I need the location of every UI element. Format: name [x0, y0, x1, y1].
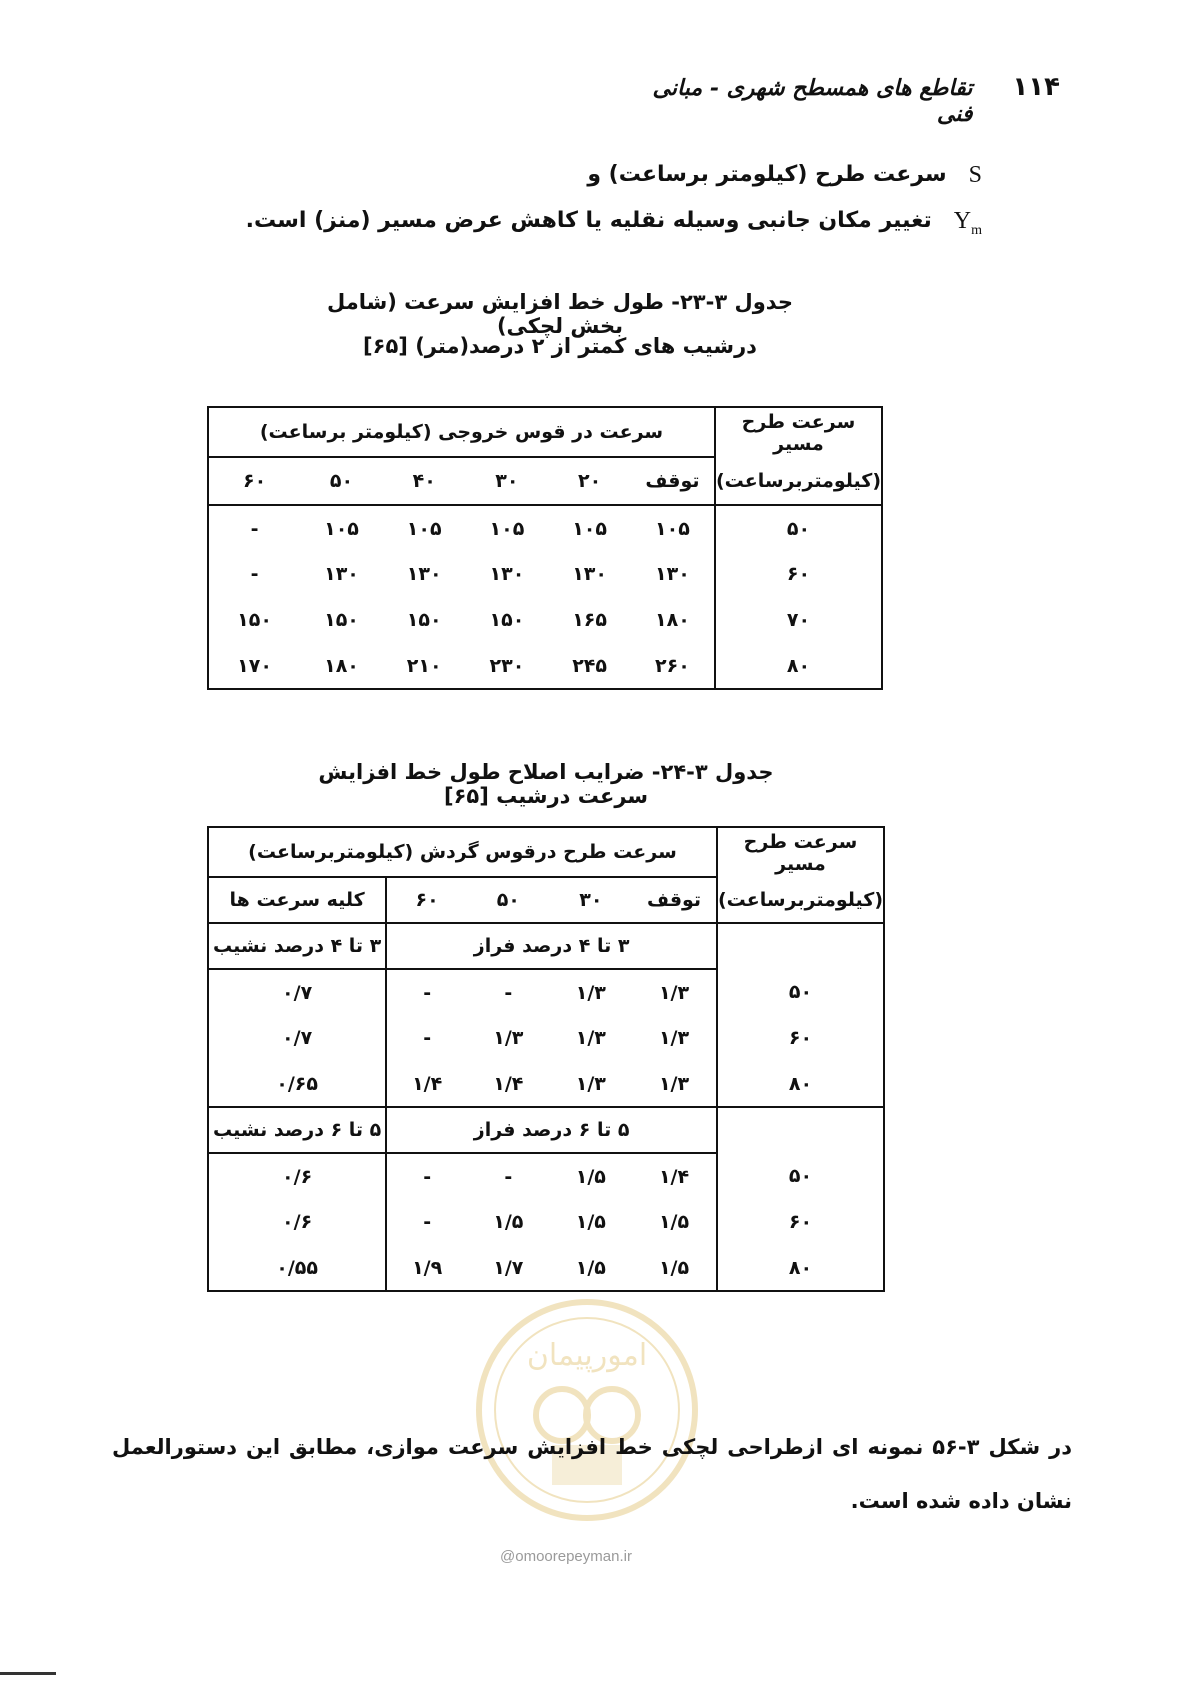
- table-row: ۵۰ ۱۰۵ ۱۰۵ ۱۰۵ ۱۰۵ ۱۰۵ -: [208, 505, 882, 551]
- symbol-s: S: [968, 162, 982, 188]
- running-title: تقاطع های همسطح شهری - مبانی فنی: [652, 75, 973, 127]
- table2-col-header: ۵۰: [467, 877, 550, 923]
- watermark-url: @omoorepeyman.ir: [500, 1548, 632, 1565]
- table1-col-header: ۴۰: [383, 457, 466, 505]
- table-row: ۵۰ ۱/۴ ۱/۵ - - ۰/۶: [208, 1153, 884, 1199]
- table1-group-header: سرعت در قوس خروجی (کیلومتر برساعت): [208, 407, 715, 457]
- table1: [207, 406, 883, 690]
- table2-col-header: توقف: [632, 877, 717, 923]
- page-number: ۱۱۴: [1012, 72, 1060, 102]
- table2-col-header: ۶۰: [386, 877, 467, 923]
- body-paragraph: در شکل ۳-۵۶ نمونه ای ازطراحی لچکی خط افزایش سرعت موازی، مطابق این دستورالعمل نشان داده شده است.: [112, 1435, 1072, 1513]
- definition-ym-text: تغییر مکان جانبی وسیله نقلیه یا کاهش عرض مسیر (منز) است.: [245, 208, 932, 233]
- table1-row-header: سرعت طرح مسیر: [715, 407, 882, 457]
- table-row: ۵۰ ۱/۳ ۱/۳ - - ۰/۷: [208, 969, 884, 1015]
- table2: [207, 826, 885, 1292]
- page-header: [620, 72, 1060, 127]
- table-row: ۸۰ ۱/۳ ۱/۳ ۱/۴ ۱/۴ ۰/۶۵: [208, 1061, 884, 1107]
- table-row: ۶۰ ۱/۵ ۱/۵ ۱/۵ - ۰/۶: [208, 1199, 884, 1245]
- definition-s-text: سرعت طرح (کیلومتر برساعت) و: [587, 162, 947, 187]
- table2-caption: جدول ۳-۲۴- ضرایب اصلاح طول خط افزایش سرعت درشیب [۶۵]: [318, 760, 774, 808]
- symbol-ym: $Y_m$: [953, 208, 982, 238]
- table2-row-header: سرعت طرح مسیر: [717, 827, 884, 877]
- page-edge-mark: [0, 1672, 56, 1675]
- table-row: ۸۰ ۱/۵ ۱/۵ ۱/۷ ۱/۹ ۰/۵۵: [208, 1245, 884, 1291]
- table2-row-header-unit: (کیلومتربرساعت): [717, 877, 884, 923]
- table2-col-header: ۳۰: [550, 877, 633, 923]
- table2-col-header-all: کلیه سرعت ها: [208, 877, 386, 923]
- table2-upgrade-label: ۵ تا ۶ درصد فراز: [386, 1107, 717, 1153]
- definition-s: [587, 162, 982, 189]
- table-row: ۶۰ ۱/۳ ۱/۳ ۱/۳ - ۰/۷: [208, 1015, 884, 1061]
- table1-col-header: ۳۰: [466, 457, 549, 505]
- table2-upgrade-label: ۳ تا ۴ درصد فراز: [386, 923, 717, 969]
- svg-text:امورپیمان: امورپیمان: [526, 1338, 648, 1373]
- table2-group-header: سرعت طرح درقوس گردش (کیلومتربرساعت): [208, 827, 717, 877]
- table-row: ۶۰ ۱۳۰ ۱۳۰ ۱۳۰ ۱۳۰ ۱۳۰ -: [208, 551, 882, 597]
- table1-caption-line1: جدول ۳-۲۳- طول خط افزایش سرعت (شامل بخش لچکی): [326, 290, 794, 338]
- table2-downgrade-label: ۳ تا ۴ درصد نشیب: [208, 923, 386, 969]
- table1-caption-line2: درشیب های کمتر از ۲ درصد(متر) [۶۵]: [363, 334, 757, 358]
- definition-ym: [246, 208, 982, 239]
- table1-col-header: توقف: [631, 457, 715, 505]
- table-row: ۷۰ ۱۸۰ ۱۶۵ ۱۵۰ ۱۵۰ ۱۵۰ ۱۵۰: [208, 597, 882, 643]
- table1-col-header: ۵۰: [300, 457, 383, 505]
- table2-downgrade-label: ۵ تا ۶ درصد نشیب: [208, 1107, 386, 1153]
- table1-col-header: ۶۰: [208, 457, 300, 505]
- table1-col-header: ۲۰: [548, 457, 631, 505]
- table1-row-header-unit: (کیلومتربرساعت): [715, 457, 882, 505]
- table-row: ۸۰ ۲۶۰ ۲۴۵ ۲۳۰ ۲۱۰ ۱۸۰ ۱۷۰: [208, 643, 882, 689]
